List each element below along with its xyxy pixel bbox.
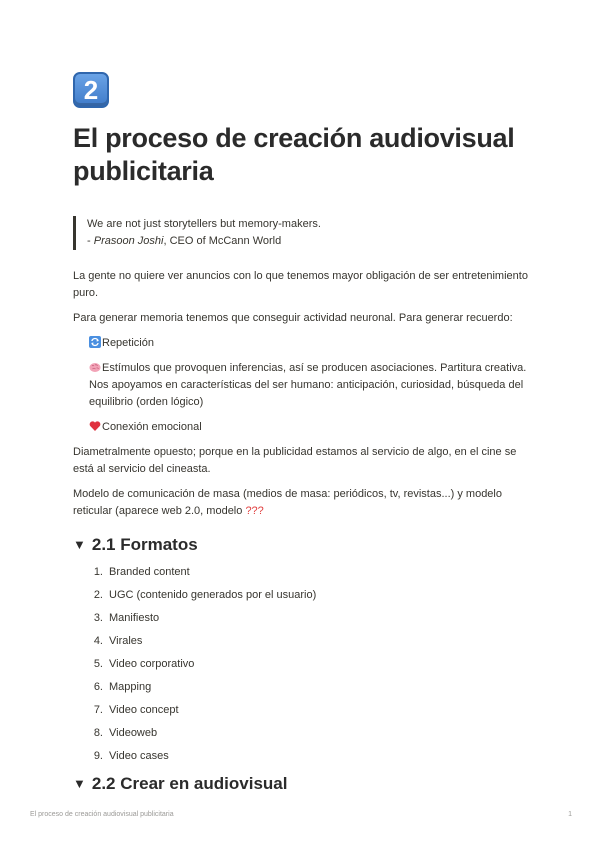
quote-text: We are not just storytellers but memory-makers.: [87, 218, 321, 230]
list-item: [73, 725, 533, 742]
list-number: 9.: [93, 750, 103, 762]
list-text: Video cases: [109, 750, 169, 762]
list-item: [73, 587, 533, 604]
section-formatos-title: 2.1 Formatos: [91, 535, 198, 554]
list-item-conexion-text: Conexión emocional: [102, 421, 202, 433]
page-title-line1: El proceso de creación audiovisual: [73, 123, 515, 153]
toggle-triangle-icon[interactable]: ▼: [73, 537, 86, 552]
heart-icon: [89, 420, 101, 432]
list-number: 7.: [93, 704, 103, 716]
list-item-repeticion-text: Repetición: [102, 337, 154, 349]
list-item-estimulos-text: Estímulos que provoquen inferencias, así se producen asociaciones. Partitura creativa. Nos apoyamos en características del ser humano: anticipación, curiosidad, búsqueda del equilibrio (orden lógico): [89, 362, 527, 408]
repeat-icon: [89, 336, 101, 348]
list-item: [73, 564, 533, 581]
list-item: [73, 610, 533, 627]
section-crear-title: 2.2 Crear en audiovisual: [91, 774, 288, 793]
section-crear-heading[interactable]: [73, 773, 533, 795]
page-content: [73, 72, 533, 795]
toggle-triangle-icon[interactable]: ▼: [73, 776, 86, 791]
footer-title: El proceso de creación audiovisual publicitaria: [30, 811, 174, 818]
list-text: Mapping: [109, 681, 152, 693]
formatos-list: [73, 564, 533, 765]
list-text: Video corporativo: [109, 658, 195, 670]
list-item: [73, 679, 533, 696]
paragraph-memoria: Para generar memoria tenemos que conseguir actividad neuronal. Para generar recuerdo:: [73, 312, 513, 324]
section-formatos-heading[interactable]: [73, 534, 533, 556]
list-text: UGC (contenido generados por el usuario): [109, 589, 317, 601]
paragraph-modelo: [73, 486, 533, 520]
list-text: Videoweb: [109, 727, 158, 739]
quote-dash: -: [87, 235, 94, 247]
list-text: Branded content: [109, 566, 190, 578]
list-number: 6.: [93, 681, 103, 693]
quote-author-role: , CEO of McCann World: [163, 235, 282, 247]
list-number: 3.: [93, 612, 103, 624]
list-number: 8.: [93, 727, 103, 739]
list-item: [73, 633, 533, 650]
list-text: Video concept: [109, 704, 179, 716]
list-text: Virales: [109, 635, 143, 647]
list-item: [73, 702, 533, 719]
quote-attribution: [87, 233, 533, 250]
list-number: 4.: [93, 635, 103, 647]
footer-page-number: 1: [568, 811, 572, 818]
paragraph-intro: La gente no quiere ver anuncios con lo que tenemos mayor obligación de ser entretenimiento puro.: [73, 270, 528, 299]
paragraph-diametral: Diametralmente opuesto; porque en la publicidad estamos al servicio de algo, en el cine se está al servicio del cineasta.: [73, 446, 517, 475]
brain-icon: [89, 361, 101, 373]
list-number: 2.: [93, 589, 103, 601]
list-item: [73, 656, 533, 673]
keycap-2-icon: 2: [73, 72, 109, 108]
paragraph-modelo-unknown: ???: [245, 505, 264, 517]
list-text: Manifiesto: [109, 612, 160, 624]
quote-block: [73, 216, 533, 250]
page-footer: [30, 811, 572, 818]
list-number: 1.: [93, 566, 103, 578]
list-item-estimulos: [89, 360, 533, 411]
list-number: 5.: [93, 658, 103, 670]
page-title: [73, 122, 533, 188]
quote-author: Prasoon Joshi: [93, 235, 164, 247]
paragraph-modelo-text: Modelo de comunicación de masa (medios de masa: periódicos, tv, revistas...) y modelo reticular (aparece web 2.0, modelo: [73, 488, 502, 517]
page-title-line2: publicitaria: [73, 156, 214, 186]
list-item: [73, 748, 533, 765]
list-item-repeticion: [89, 335, 533, 352]
list-item-conexion: [89, 419, 533, 436]
